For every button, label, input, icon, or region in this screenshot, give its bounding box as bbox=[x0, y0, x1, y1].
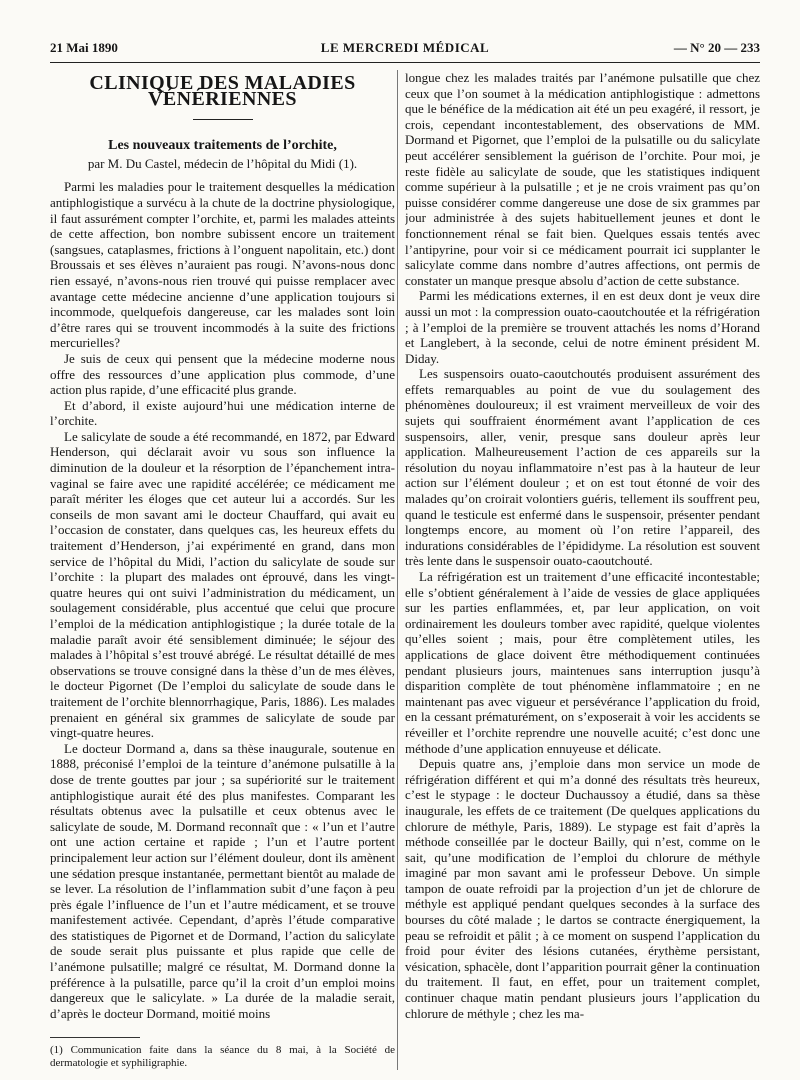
page-header bbox=[50, 40, 760, 64]
journal-title: LE MERCREDI MÉDICAL bbox=[320, 40, 490, 55]
paragraph: Et d’abord, il existe aujourd’hui une médication interne de l’orchite. bbox=[50, 397, 395, 429]
header-rule bbox=[50, 62, 760, 63]
paragraph: longue chez les malades traités par l’anémone pulsatille que chez ceux que l’on soumet à la médication antiphlogistique : admettons que le bénéfice de la médication ait été un peu exagéré, il ressort, je crois, cependant incontestablement, des observations de MM. Dormand et Pigornet, que l’emploi de la pulsatille ou du salicylate peut accélérer sensiblement la guérison de l’orchite. Pour moi, je reste fidèle au salicylate de soude, que les statistiques indiquent comme supérieur à la pulsatille ; et je ne crois vraiment pas qu’on puisse considérer comme dangereuse une dose de six grammes par jour administrée à des sujets habituellement jeunes et dont le fonctionnement rénal se fait bien. Quelques essais tentés avec l’antipyrine, pour voir si ce médicament pourrait ici supplanter le salicylate comme dans nombre d’autres affections, ont permis de constater un manque presque absolu d’action de cette substance. bbox=[405, 70, 760, 288]
paragraph: Le docteur Dormand a, dans sa thèse inaugurale, soutenue en 1888, préconisé l’emploi de la teinture d’anémone pulsatille à la dose de trente gouttes par jour ; sa supériorité sur le traitement antiphlogistique aurait été des plus manifestes. Comparant les résultats obtenus avec la pulsatille et ceux obtenus avec le salicylate de soude, M. Dormand reconnaît que : « l’un et l’autre ont une action certaine et rapide ; l’un et l’autre portent principalement leur action sur l’élément douleur, dont ils amènent une sédation presque instantanée, permettant bientôt au malade de se lever. La résolution de l’inflammation subit d’une façon à peu près égale l’influence de l’un et l’autre médicament, et se trouve manifestement activée. Cependant, d’après l’étude comparative des statistiques de Pigornet et de Dormand, l’action du salicylate de soude serait plus puissante et plus rapide que celle de l’anémone pulsatille; malgré ce résultat, M. Dormand donne la préférence à la pulsatille, parce qu’il la croit d’un emploi moins dangereux que le salicylate. » La durée de la maladie serait, d’après le docteur Dormand, moitié moins bbox=[50, 740, 395, 1021]
footnote: (1) Communication faite dans la séance du 8 mai, à la Société de dermatologie et syphiligraphie. bbox=[50, 1044, 395, 1070]
page-number: — N° 20 — 233 bbox=[673, 40, 760, 55]
footnote-rule bbox=[50, 1037, 140, 1038]
paragraph: Parmi les médications externes, il en est deux dont je veux dire aussi un mot : la compression ouato-caoutchoutée et la réfrigération ; à l’emploi de la première se trouvent attachés les noms d’Horand et Langlebert, à la seconde, celui de notre éminent président M. Diday. bbox=[405, 288, 760, 366]
issue-date: 21 Mai 1890 bbox=[50, 40, 118, 55]
paragraph: Je suis de ceux qui pensent que la médecine moderne nous offre des ressources d’une application plus commode, d’une action plus rapide, d’une efficacité plus grande. bbox=[50, 350, 395, 398]
title-divider bbox=[193, 119, 253, 120]
left-column bbox=[50, 70, 395, 1070]
column-separator bbox=[397, 70, 398, 1070]
paragraph: Parmi les maladies pour le traitement desquelles la médication antiphlogistique a survécu à la chute de la doctrine physiologique, il faut assurément compter l’orchite, et, parmi les malades atteints de cette affection, bon nombre subissent encore un traitement (sangsues, cataplasmes, frictions à l’onguent napolitain, etc.) dont Broussais et ses élèves n’auraient pas rougi. N’avons-nous donc rien essayé, n’avons-nous rien trouvé qui puisse remplacer avec avantage cette médecine ancienne d’une application toujours si incommode, quelquefois dangereuse, car les malades sont loin d’être rares qui se trouvent incommodés à la suite des frictions mercurielles? bbox=[50, 179, 395, 351]
paragraph: Le salicylate de soude a été recommandé, en 1872, par Edward Henderson, qui déclarait avoir vu sous son influence la diminution de la douleur et la résorption de l’épanchement intra-vaginal se faire avec une rapidité accélérée; ce médicament me paraît mériter les éloges que cet auteur lui a accordés. Sur les conseils de mon savant ami le docteur Chauffard, qui avait eu l’occasion de constater, dans quelques cas, les heureux effets du traitement d’Henderson, j’ai expérimenté en grand, dans mon service de l’hôpital du Midi, l’action du salicylate de soude sur l’orchite : la plupart des malades ont éprouvé, dans les vingt-quatre heures qui ont suivi l’administration du médicament, un soulagement considérable, plus accentué que celui que procure l’emploi de la médication antiphlogistique ; la durée totale de la maladie paraît avoir été sensiblement diminuée; le séjour des malades à l’hôpital s’est trouvé abrégé. Le résultat détaillé de mes observations se trouve consigné dans la thèse d’un de mes élèves, le docteur Pigornet (De l’emploi du salicylate de soude dans le traitement de l’orchite blennorrhagique, Paris, 1886). Les malades prenaient en général six grammes de salicylate de soude par vingt-quatre heures. bbox=[50, 428, 395, 741]
article-title: Les nouveaux traitements de l’orchite, bbox=[108, 138, 337, 154]
paragraph: Depuis quatre ans, j’emploie dans mon service un mode de réfrigération différent et qui m’a donné des résultats très heureux, c’est le stypage : le docteur Duchaussoy a étudié, dans sa thèse inaugurale, les effets de ce traitement (De quelques applications du chlorure de méthyle, Paris, 1889). Le stypage est fait d’après la méthode conseillée par le docteur Bailly, qui n’est, comme on le sait, qu’une modification de l’emploi du chlorure de méthyle imaginé par mon savant ami le professeur Debove. Un simple tampon de ouate refroidi par la projection d’un jet de chlorure de méthyle est appliqué pendant quelques secondes à la surface des bourses du côté malade ; le dartos se contracte énergiquement, la peau se refroidit et pâlit ; à ce moment on suspend l’application du froid pour éviter des lésions cutanées, érythème persistant, vésication, sphacèle, dont l’apparition pourrait gêner la continuation du traitement. Il faut, en effet, pour un traitement complet, continuer chaque matin pendant plusieurs jours l’application du chlorure de méthyle ; chez les ma- bbox=[405, 756, 760, 1021]
right-column bbox=[405, 70, 760, 1070]
paragraph: Les suspensoirs ouato-caoutchoutés produisent assurément des effets remarquables au point de vue du soulagement des phénomènes douloureux; il est vraiment merveilleux de voir des sujets qui souffraient énormément avant l’application de ces suspensoirs, aller, venir, presque sans douleur après leur application. Malheureusement l’action de ces appareils sur la résolution du noyau inflammatoire n’est pas à la hauteur de leur action sur l’élément douleur ; et on est tout étonné de voir des malades qu’on croirait volontiers guéris, tellement ils souffrent peu, quand le testicule est enfermé dans le suspensoir, présenter pendant longtemps encore, au moment où l’on retire l’appareil, des indurations considérables de l’épididyme. La résolution est souvent très lente dans le suspensoir ouato-caoutchouté. bbox=[405, 366, 760, 569]
section-title: CLINIQUE DES MALADIES VÉNÉRIENNES bbox=[89, 72, 356, 110]
paragraph: La réfrigération est un traitement d’une efficacité incontestable; elle s’obtient généralement à l’aide de vessies de glace appliquées sur les parties enflammées, et, par leur application, on voit ordinairement les douleurs tomber avec rapidité, quelque violentes qu’elles soient ; mais, pour être complètement utiles, les applications de glace doivent être méthodiquement continuées pendant plusieurs jours, maintenues sans interruption jusqu’à disparition complète de tout phénomène inflammatoire ; en ne maintenant pas avec vigueur et persévérance l’application du froid, en la cessant prématurément, on s’exposerait à voir les accidents se réveiller et l’orchite reprendre une nouvelle acuité; c’est donc une méthode d’une application ennuyeuse et délicate. bbox=[405, 569, 760, 756]
article-byline: par M. Du Castel, médecin de l’hôpital du Midi (1). bbox=[87, 155, 358, 171]
